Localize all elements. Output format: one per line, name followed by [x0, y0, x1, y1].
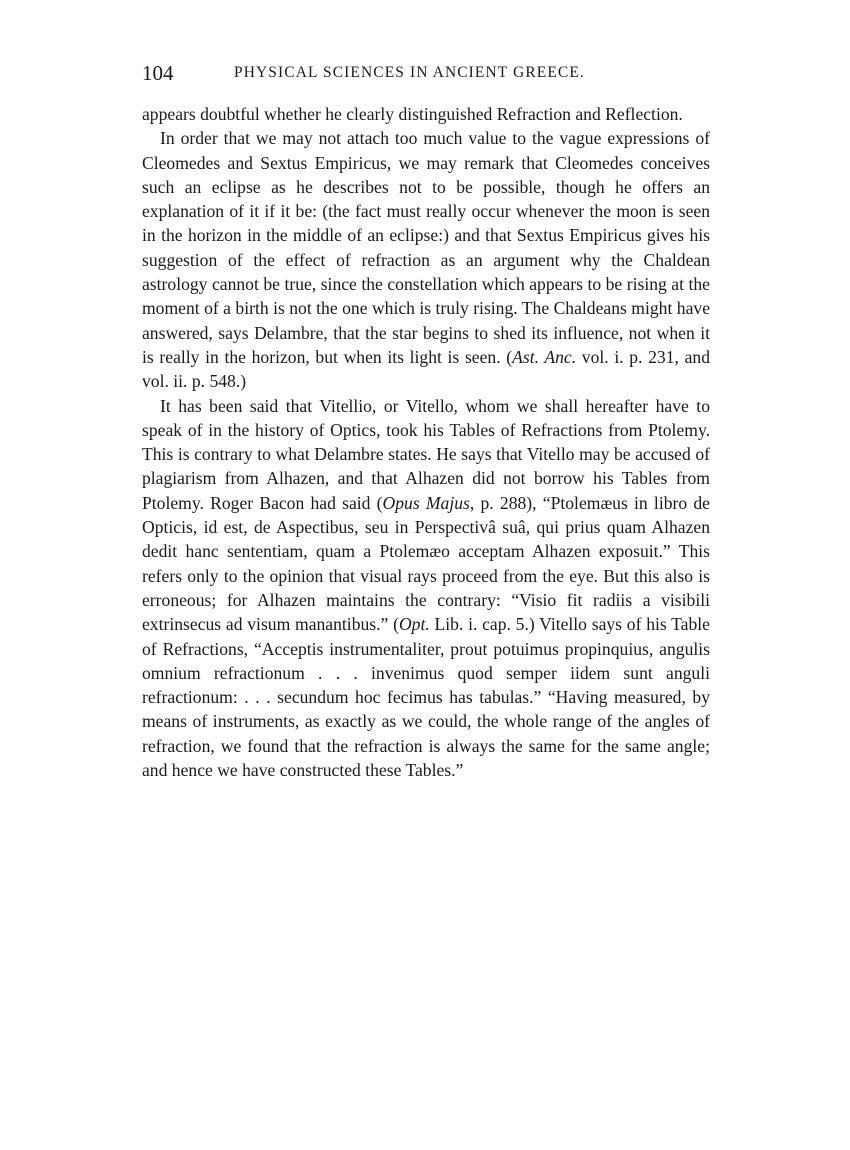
paragraph-continued: appears doubtful whether he clearly distinguished Refraction and Reflection. [142, 104, 683, 124]
reference-title: Ast. Anc. [512, 346, 577, 367]
paragraph-cleomedes [142, 126, 710, 393]
paragraph-text-part3: Lib. i. cap. 5.) Vitello says of his Table of Refractions, “Acceptis instrumentaliter, prout potuimus propinquius, angulis omnium refractionum . . . invenimus quod semper iidem sunt anguli refractionum: . . . secundum hoc fecimus has tabulas.” “Having measured, by means of instruments, as exactly as we could, the whole range of the angles of refraction, we found that the refraction is always the same for the same angle; and hence we have constructed these Tables.” [142, 614, 710, 781]
paragraph-vitello [142, 394, 710, 783]
italic-opt: Opt. [398, 614, 430, 635]
book-page [142, 58, 710, 782]
body-text [142, 102, 710, 782]
page-header [142, 58, 710, 88]
running-title: PHYSICAL SCIENCES IN ANCIENT GREECE. [234, 64, 585, 81]
paragraph-text-part1: It has been said that Vitellio, or Vitello, whom we shall hereafter have to speak of in the history of Optics, took his Tables of Refractions from Ptolemy. This is contrary to what Delambre states. He says that Vitello may be accused of plagiarism from Alhazen, and that Alhazen did not borrow his Tables from Ptolemy. Roger Bacon had said ( [142, 395, 710, 513]
reference-detail: vol. i. p. 231, and vol. ii. p. 548.) [142, 346, 710, 392]
reference-open: ( [506, 346, 513, 367]
paragraph-text-part2: , p. 288), “Ptolemæus in libro de Opticis, id est, de Aspectibus, seu in Perspectivâ suâ, qui prius quam Alhazen dedit hanc sententiam, quam a Ptolemæo acceptam Alhazen exposuit.” This refers only to the opinion that visual rays proceed from the eye. But this also is erroneous; for Alhazen maintains the contrary: “Visio fit radiis a visibili extrinsecus ad visum manantibus.” ( [142, 492, 710, 635]
page-number: 104 [142, 61, 174, 85]
paragraph-text: In order that we may not attach too much value to the vague expressions of Cleomedes and Sextus Empiricus, we may remark that Cleomedes conceives such an eclipse as he describes not to be possible, though he offers an explanation of it if it be: (the fact must really occur whenever the moon is seen in the horizon in the middle of an eclipse:) and that Sextus Empiricus gives his suggestion of the effect of refraction as an argument why the Chaldean astrology cannot be true, since the constellation which appears to be rising at the moment of a birth is not the one which is truly rising. The Chaldeans might have answered, says Delambre, that the star begins to shed its influence, not when it is really in the horizon, but when its light is seen. [142, 128, 710, 367]
italic-opus-majus: Opus Majus [382, 492, 470, 513]
